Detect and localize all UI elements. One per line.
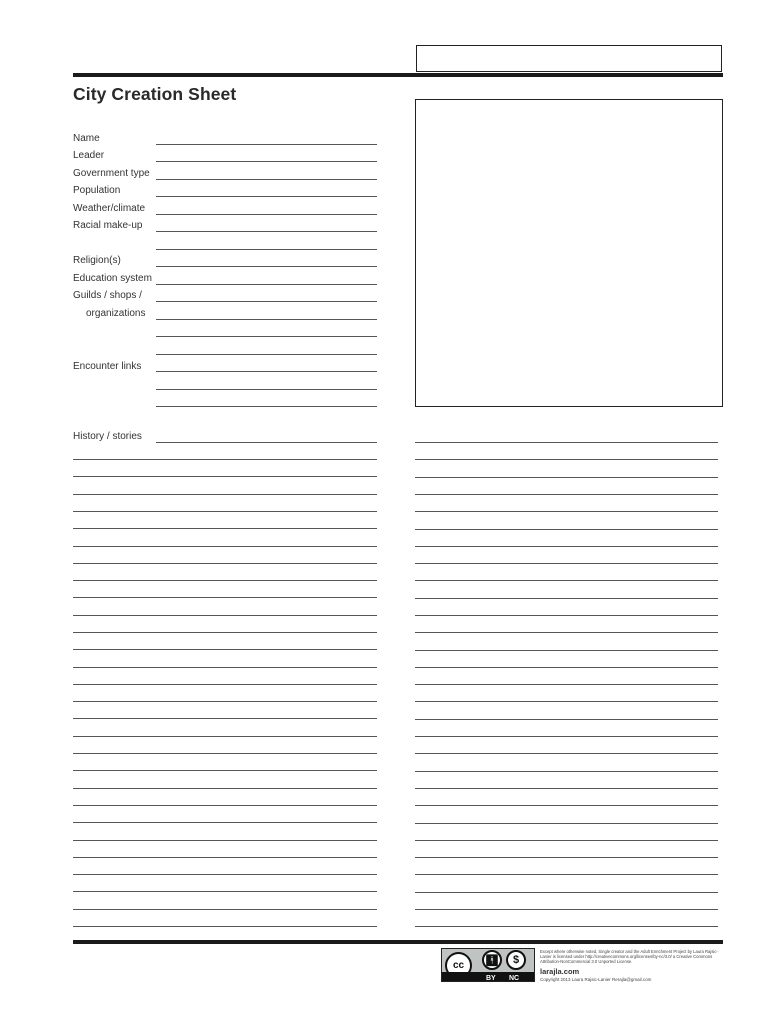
field-answer-line[interactable] xyxy=(156,231,377,232)
notes-line-left[interactable] xyxy=(73,926,377,927)
notes-line-left[interactable] xyxy=(73,667,377,668)
city-map-box[interactable] xyxy=(415,99,723,407)
bottom-rule xyxy=(73,940,723,944)
field-answer-line[interactable] xyxy=(156,196,377,197)
field-answer-line[interactable] xyxy=(156,214,377,215)
notes-line-left[interactable] xyxy=(73,546,377,547)
cc-nc-label: NC xyxy=(509,975,520,982)
notes-line-left[interactable] xyxy=(73,840,377,841)
label-leader: Leader xyxy=(73,150,105,161)
notes-line-left[interactable] xyxy=(73,805,377,806)
notes-line-left[interactable] xyxy=(73,874,377,875)
notes-line-right[interactable] xyxy=(415,840,718,841)
field-answer-line[interactable] xyxy=(156,144,377,145)
copyright-text: Copyright 2013 Laura Rajsic-Lanier Rerajla@gmail.com xyxy=(540,977,652,982)
notes-line-left[interactable] xyxy=(73,476,377,477)
notes-line-right[interactable] xyxy=(415,719,718,720)
license-text: Except where otherwise noted, Single creator and the Adult Enrichment Project by Laura Rajsic-Lanier is licensed under http://creativecommons.org/licenses/by-nc/3.0/ a Creative Commons Attribution-NonCommercial 3.0 Unported License. xyxy=(540,949,718,964)
notes-line-left[interactable] xyxy=(73,736,377,737)
notes-line-left[interactable] xyxy=(73,459,377,460)
notes-line-right[interactable] xyxy=(415,667,718,668)
notes-line-left[interactable] xyxy=(73,632,377,633)
page-title: City Creation Sheet xyxy=(73,84,237,104)
label-organizations: organizations xyxy=(86,308,146,319)
notes-line-right[interactable] xyxy=(415,459,718,460)
notes-line-right[interactable] xyxy=(415,615,718,616)
field-answer-line[interactable] xyxy=(156,301,377,302)
field-answer-line[interactable] xyxy=(156,266,377,267)
notes-line-right[interactable] xyxy=(415,563,718,564)
cc-license-badge xyxy=(441,948,535,982)
notes-line-right[interactable] xyxy=(415,874,718,875)
field-answer-line[interactable] xyxy=(156,284,377,285)
label-weather-climate: Weather/climate xyxy=(73,203,146,214)
label-name: Name xyxy=(73,133,100,144)
notes-line-right[interactable] xyxy=(415,805,718,806)
notes-line-left[interactable] xyxy=(73,597,377,598)
notes-line-left[interactable] xyxy=(73,528,377,529)
notes-line-right[interactable] xyxy=(415,598,718,599)
notes-line-right[interactable] xyxy=(415,650,718,651)
label-history-stories: History / stories xyxy=(73,431,142,442)
noncommercial-icon: $ xyxy=(506,950,526,970)
notes-line-right[interactable] xyxy=(415,632,718,633)
label-religions: Religion(s) xyxy=(73,255,121,266)
notes-line-right[interactable] xyxy=(415,684,718,685)
notes-line-right[interactable] xyxy=(415,511,718,512)
notes-line-right[interactable] xyxy=(415,892,718,893)
label-population: Population xyxy=(73,185,121,196)
field-answer-line[interactable] xyxy=(156,371,377,372)
field-answer-line[interactable] xyxy=(156,354,377,355)
notes-line-left[interactable] xyxy=(73,770,377,771)
label-racial-makeup: Racial make-up xyxy=(73,220,143,231)
notes-line-right[interactable] xyxy=(415,494,718,495)
notes-line-left[interactable] xyxy=(73,615,377,616)
field-answer-line[interactable] xyxy=(156,161,377,162)
cc-bar xyxy=(442,972,534,981)
notes-line-left[interactable] xyxy=(73,891,377,892)
notes-line-left[interactable] xyxy=(73,822,377,823)
notes-line-right[interactable] xyxy=(415,753,718,754)
notes-line-right[interactable] xyxy=(415,788,718,789)
notes-line-right[interactable] xyxy=(415,926,718,927)
cc-by-label: BY xyxy=(486,975,496,982)
notes-line-left[interactable] xyxy=(73,649,377,650)
field-answer-line[interactable] xyxy=(156,406,377,407)
notes-line-right[interactable] xyxy=(415,701,718,702)
notes-line-right[interactable] xyxy=(415,771,718,772)
field-answer-line[interactable] xyxy=(156,249,377,250)
notes-line-left[interactable] xyxy=(73,580,377,581)
notes-line-left[interactable] xyxy=(73,684,377,685)
notes-line-left[interactable] xyxy=(73,511,377,512)
notes-line-left[interactable] xyxy=(73,718,377,719)
label-government-type: Government type xyxy=(73,168,150,179)
notes-line-left[interactable] xyxy=(73,753,377,754)
notes-line-right[interactable] xyxy=(415,477,718,478)
field-answer-line[interactable] xyxy=(156,389,377,390)
notes-line-left[interactable] xyxy=(73,857,377,858)
label-education-system: Education system xyxy=(73,273,152,284)
top-rule xyxy=(73,73,723,77)
notes-line-right[interactable] xyxy=(415,857,718,858)
notes-line-right[interactable] xyxy=(415,909,718,910)
notes-line-right[interactable] xyxy=(415,823,718,824)
notes-line-left[interactable] xyxy=(73,494,377,495)
label-guilds: Guilds / shops / xyxy=(73,290,142,301)
header-box[interactable] xyxy=(416,45,722,72)
notes-line-right[interactable] xyxy=(415,736,718,737)
field-answer-line[interactable] xyxy=(156,336,377,337)
field-answer-line[interactable] xyxy=(156,179,377,180)
notes-line-right[interactable] xyxy=(415,442,718,443)
history-answer-line[interactable] xyxy=(156,442,377,443)
notes-line-right[interactable] xyxy=(415,546,718,547)
site-link[interactable]: larajla.com xyxy=(540,967,580,976)
notes-line-left[interactable] xyxy=(73,563,377,564)
label-encounter-links: Encounter links xyxy=(73,361,142,372)
attribution-icon: 🚹︎ xyxy=(482,950,502,970)
notes-line-left[interactable] xyxy=(73,701,377,702)
notes-line-right[interactable] xyxy=(415,580,718,581)
notes-line-left[interactable] xyxy=(73,788,377,789)
notes-line-left[interactable] xyxy=(73,909,377,910)
creative-commons-icon: cc xyxy=(445,952,472,979)
notes-line-right[interactable] xyxy=(415,529,718,530)
field-answer-line[interactable] xyxy=(156,319,377,320)
